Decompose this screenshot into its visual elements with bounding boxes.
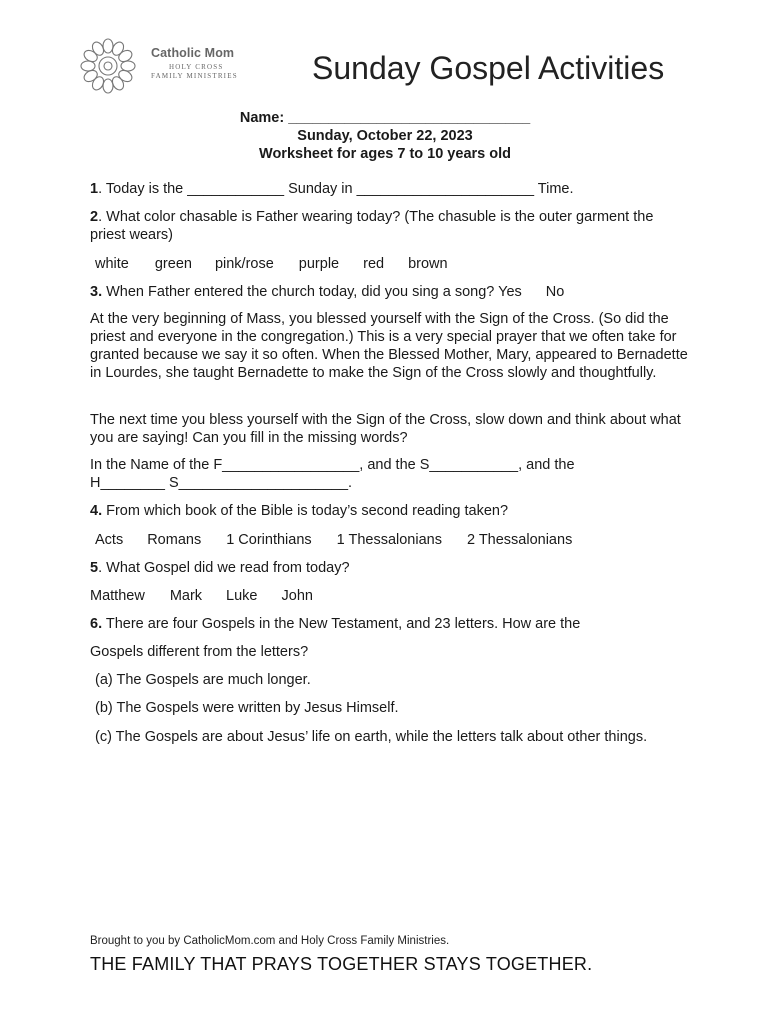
question-4-options bbox=[90, 531, 572, 549]
question-text: When Father entered the church today, did you sing a song? Yes bbox=[102, 284, 522, 300]
question-text: . What color chasable is Father wearing today? (The chasuble is the outer garment the priest wears) bbox=[90, 209, 654, 243]
question-number: 5 bbox=[90, 560, 99, 576]
logo-text bbox=[151, 46, 238, 81]
catholic-mom-logo bbox=[80, 38, 240, 94]
fill-in-instructions: The next time you bless yourself with the Sign of the Cross, slow down and think about what you are saying! Can you fill in the missing words? bbox=[90, 412, 681, 446]
question-number: 2 bbox=[90, 209, 99, 225]
option-1-corinthians: 1 Corinthians bbox=[226, 532, 312, 548]
name-line bbox=[0, 109, 770, 127]
logo-name: Catholic Mom bbox=[151, 46, 235, 60]
option-2-thessalonians: 2 Thessalonians bbox=[466, 532, 573, 548]
question-6-continued: Gospels different from the letters? bbox=[90, 644, 309, 660]
question-text: There are four Gospels in the New Testament, and 23 letters. How are the bbox=[102, 616, 581, 632]
fill-in-line-1: In the Name of the F_________________, and the S___________, and the bbox=[90, 457, 575, 473]
logo-subtitle-1: HOLY CROSS bbox=[169, 63, 224, 71]
option-white: white bbox=[95, 256, 129, 272]
question-6 bbox=[90, 615, 580, 633]
option-green: green bbox=[154, 256, 192, 272]
option-matthew: Matthew bbox=[90, 588, 145, 604]
option-luke: Luke bbox=[226, 588, 258, 604]
wreath-logo-icon bbox=[80, 38, 136, 94]
option-mark: Mark bbox=[169, 588, 203, 604]
option-brown: brown bbox=[408, 256, 448, 272]
option-purple: purple bbox=[298, 256, 340, 272]
worksheet-date: Sunday, October 22, 2023 bbox=[297, 128, 473, 144]
question-2-options bbox=[90, 255, 448, 273]
option-acts: Acts bbox=[95, 532, 124, 548]
name-label: Name: bbox=[239, 110, 285, 126]
page-title: Sunday Gospel Activities bbox=[312, 50, 665, 86]
option-romans: Romans bbox=[147, 532, 202, 548]
question-number: 3. bbox=[90, 284, 103, 300]
option-red: red bbox=[363, 256, 385, 272]
question-5-options bbox=[90, 587, 313, 605]
name-blank: ______________________________ bbox=[284, 110, 531, 126]
sign-of-cross-paragraph: At the very beginning of Mass, you blessed yourself with the Sign of the Cross. (So did the priest and everyone in the congregation.) This is a very special prayer that we often take for granted because we say it so often. When the Blessed Mother, Mary, appeared to Bernadette in Lourdes, she taught Bernadette to make the Sign of the Cross slowly and thoughtfully. bbox=[90, 311, 688, 381]
question-2 bbox=[90, 208, 690, 244]
option-john: John bbox=[281, 588, 313, 604]
question-4 bbox=[90, 502, 508, 520]
question-text: . Today is the ____________ Sunday in ______________________ Time. bbox=[98, 181, 574, 197]
fill-in-line-2: H________ S_____________________. bbox=[90, 475, 353, 491]
answer-a: (a) The Gospels are much longer. bbox=[95, 672, 311, 688]
question-5 bbox=[90, 559, 350, 577]
question-number: 6. bbox=[90, 616, 103, 632]
question-3 bbox=[90, 283, 564, 301]
option-pink-rose: pink/rose bbox=[214, 256, 274, 272]
footer-credit: Brought to you by CatholicMom.com and Holy Cross Family Ministries. bbox=[90, 935, 450, 947]
logo-subtitle-2: FAMILY MINISTRIES bbox=[151, 72, 238, 80]
question-text: . What Gospel did we read from today? bbox=[98, 560, 350, 576]
question-number: 1 bbox=[90, 181, 99, 197]
option-1-thessalonians: 1 Thessalonians bbox=[336, 532, 442, 548]
option-no: No bbox=[545, 284, 565, 300]
answer-c: (c) The Gospels are about Jesus’ life on earth, while the letters talk about other things. bbox=[95, 729, 648, 745]
question-text: From which book of the Bible is today’s second reading taken? bbox=[102, 503, 509, 519]
footer-motto: THE FAMILY THAT PRAYS TOGETHER STAYS TOGETHER. bbox=[90, 954, 593, 974]
worksheet-subtitle: Worksheet for ages 7 to 10 years old bbox=[259, 146, 511, 162]
question-1 bbox=[90, 180, 574, 198]
question-number: 4. bbox=[90, 503, 103, 519]
answer-b: (b) The Gospels were written by Jesus Himself. bbox=[95, 700, 399, 716]
